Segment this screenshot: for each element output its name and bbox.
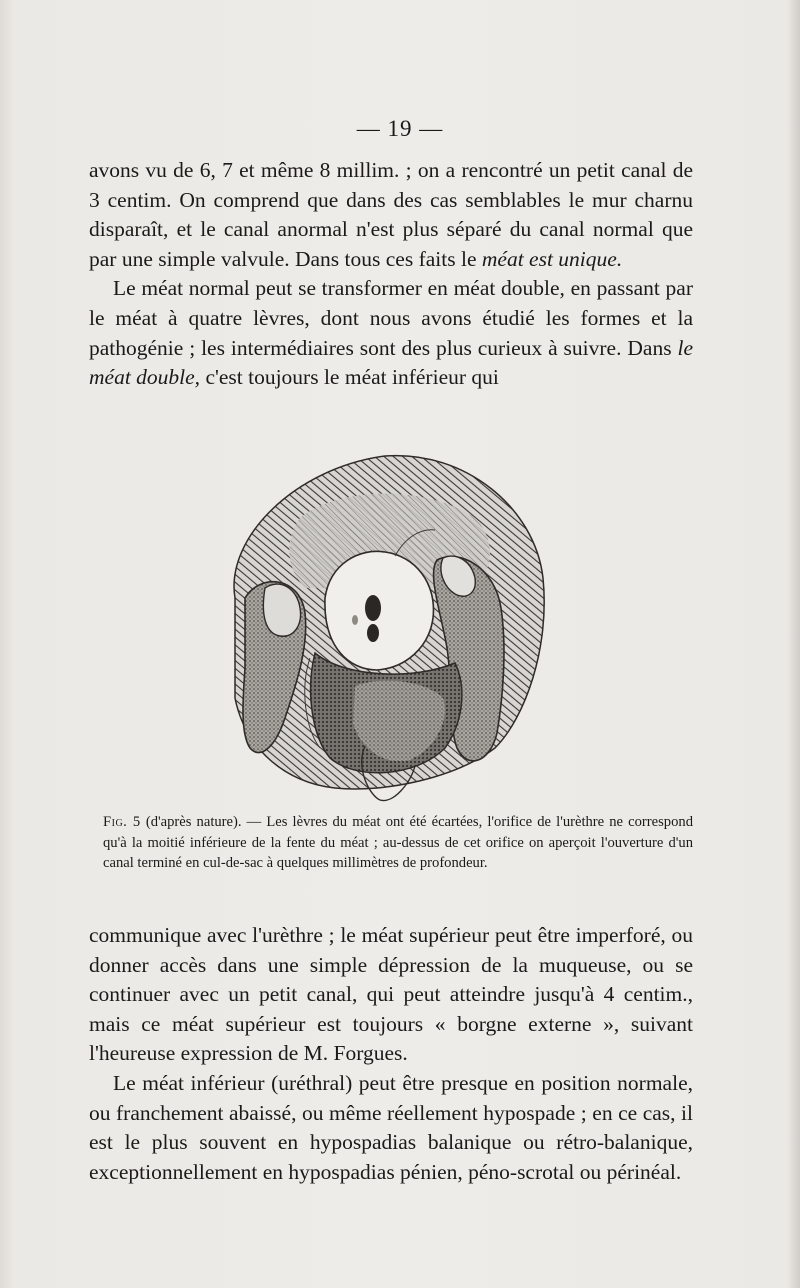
paragraph-2-text-b: c'est toujours le méat inférieur qui: [200, 365, 499, 390]
figure-caption: [103, 812, 693, 874]
paragraph-4-text: Le méat inférieur (uréthral) peut être presque en position normale, ou franchement abaissé, ou même réellement hypospade ; en ce cas, il est le plus souvent en hypospadias balanique ou rétro-balanique, exceptionnellement en hypospadias pénien, péno-scrotal ou périnéal.: [89, 1070, 693, 1184]
paragraph-3-text: communique avec l'urèthre ; le méat supérieur peut être imperforé, ou donner accès dans une simple dépression de la muqueuse, ou se continuer avec un petit canal, qui peut atteindre jusqu'à 4 centim., mais ce méat supérieur est toujours « borgne externe », suivant l'heureuse expression de M. Forgues.: [89, 923, 693, 1066]
paragraph-1-text: avons vu de 6, 7 et même 8 millim. ; on a rencontré un petit canal de 3 centim. On comprend que dans des cas semblables le mur charnu disparaît, et le canal anormal n'est plus séparé du canal normal que par une simple valvule. Dans tous ces faits le: [89, 158, 693, 271]
paragraph-4: [89, 1069, 693, 1187]
paragraph-3: [89, 921, 693, 1069]
figure-label: Fig. 5: [103, 814, 141, 830]
text-block-bottom: [89, 921, 693, 1187]
paragraph-2: [89, 274, 693, 392]
paragraph-1-italic: méat est unique.: [481, 246, 623, 271]
paragraph-2-italic: le méat double,: [89, 335, 693, 390]
paragraph-1: [89, 156, 693, 274]
page-edge-shadow: [788, 0, 800, 1288]
text-block-top: [89, 156, 693, 393]
anatomical-illustration: [205, 448, 555, 804]
page-number: — 19 —: [356, 116, 444, 141]
paragraph-2-text-a: Le méat normal peut se transformer en méat double, en passant par le méat à quatre lèvres, dont nous avons étudié les formes et la pathogénie ; les intermédiaires sont des plus curieux à suivre. Dans: [89, 276, 693, 360]
figure-caption-text: (d'après nature). — Les lèvres du méat ont été écartées, l'orifice de l'urèthre ne correspond qu'à la moitié inférieure de la fente du méat ; au-dessus de cet orifice on aperçoit l'ouverture d'un canal terminé en cul-de-sac à quelques millimètres de profondeur.: [103, 814, 693, 872]
